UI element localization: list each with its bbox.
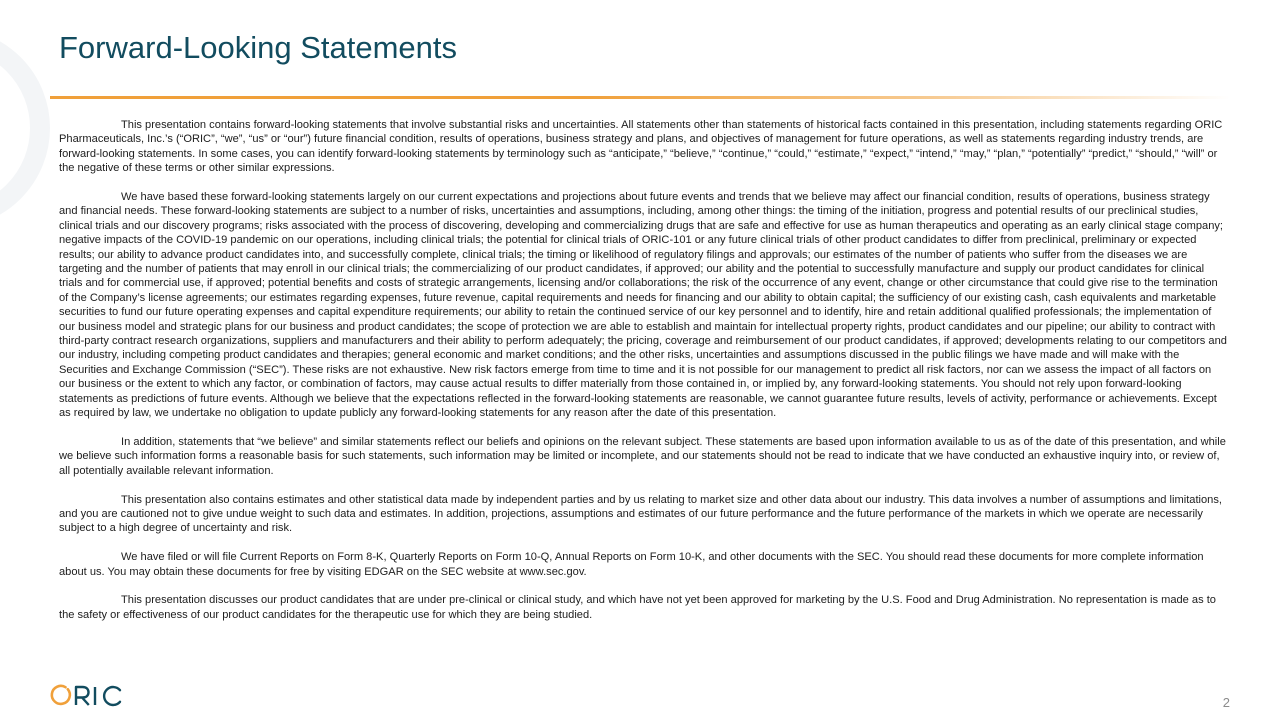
logo-letter-c [104, 687, 120, 705]
paragraph-risk-factors: We have based these forward-looking statements largely on our current expectations and projections about future events and trends that we believe may affect our financial condition, results of operations, business strategy and financial needs. These forward-looking statements are subject to a number of risks, uncertainties and assumptions, including, among other things: the timing of the initiation, progress and potential results of our preclinical studies, clinical trials and our discovery programs; risks associated with the process of discovering, developing and commercializing drugs that are safe and effective for use as human therapeutics and operating as an early clinical stage company; negative impacts of the COVID-19 pandemic on our operations, including clinical trials; the potential for clinical trials of ORIC-101 or any future clinical trials of other product candidates to differ from preclinical, preliminary or expected results; our ability to advance product candidates into, and successfully complete, clinical trials; the timing or likelihood of regulatory filings and approvals; our estimates of the number of patients who suffer from the diseases we are targeting and the number of patients that may enroll in our clinical trials; the commercializing of our product candidates, if approved; our ability and the potential to successfully manufacture and supply our product candidates for clinical trials and for commercial use, if approved; potential benefits and costs of strategic arrangements, licensing and/or collaborations; the risk of the occurrence of any event, change or other circumstance that could give rise to the termination of the Company’s license agreements; our estimates regarding expenses, future revenue, capital requirements and needs for financing and our ability to obtain capital; the sufficiency of our existing cash, cash equivalents and marketable securities to fund our future operating expenses and capital expenditure requirements; our ability to retain the continued service of our key personnel and to identify, hire and retain additional qualified professionals; the implementation of our business model and strategic plans for our business and product candidates; the scope of protection we are able to establish and maintain for intellectual property rights, product candidates and our pipeline; our ability to contract with third-party contract research organizations, suppliers and manufacturers and their ability to perform adequately; the pricing, coverage and reimbursement of our product candidates, if approved; developments relating to our competitors and our industry, including competing product candidates and therapies; general economic and market conditions; and the other risks, uncertainties and assumptions discussed in the public filings we have made and will make with the Securities and Exchange Commission (“SEC”). These risks are not exhaustive. New risk factors emerge from time to time and it is not possible for our management to predict all risk factors, nor can we assess the impact of all factors on our business or the extent to which any factor, or combination of factors, may cause actual results to differ materially from those contained in, or implied by, any forward-looking statements. You should not rely upon forward-looking statements as predictions of future events. Although we believe that the expectations reflected in the forward-looking statements are reasonable, we cannot guarantee future results, levels of activity, performance or achievements. Except as required by law, we undertake no obligation to update publicly any forward-looking statements for any reason after the date of this presentation. [59, 191, 1227, 420]
background-arc-decoration [0, 28, 50, 228]
page-number: 2 [1222, 695, 1230, 710]
paragraph-statistical-data: This presentation also contains estimates and other statistical data made by independent parties and by us relating to market size and other data about our industry. This data involves a number of assumptions and limitations, and you are cautioned not to give undue weight to such data and estimates. In addition, projections, assumptions and estimates of our future performance and the future performance of the markets in which we operate are necessarily subject to a high degree of uncertainty and risk. [59, 493, 1222, 535]
paragraph-forward-looking-intro: This presentation contains forward-looking statements that involve substantial risks and uncertainties. All statements other than statements of historical facts contained in this presentation, including statements regarding ORIC Pharmaceuticals, Inc.’s (“ORIC”, “we”, “us” or “our”) future financial condition, results of operations, business strategy and plans, and objectives of management for future operations, as well as statements regarding industry trends, are forward-looking statements. In some cases, you can identify forward-looking statements by terminology such as “anticipate,” “believe,” “continue,” “could,” “estimate,” “expect,” “intend,” “may,” “plan,” “potentially” “predict,” “should,” “will” or the negative of these terms or other similar expressions. [59, 119, 1223, 175]
paragraph-we-believe: In addition, statements that “we believe” and similar statements reflect our beliefs and opinions on the relevant subject. These statements are based upon information available to us as of the date of this presentation, and while we believe such information forms a reasonable basis for such statements, such information may be limited or incomplete, and our statements should not be read to indicate that we have conducted an exhaustive inquiry into, or review of, all potentially available relevant information. [59, 435, 1226, 477]
page-title: Forward-Looking Statements [59, 30, 458, 65]
logo-letter-r [76, 687, 89, 705]
oric-logo [48, 682, 128, 710]
disclaimer-body [59, 118, 1227, 637]
title-divider [50, 96, 1230, 99]
paragraph-sec-filings: We have filed or will file Current Reports on Form 8-K, Quarterly Reports on Form 10-Q, Annual Reports on Form 10-K, and other documents with the SEC. You should read these documents for more complete information about us. You may obtain these documents for free by visiting EDGAR on the SEC website at www.sec.gov. [59, 551, 1204, 578]
paragraph-product-candidates: This presentation discusses our product candidates that are under pre-clinical or clinical study, and which have not yet been approved for marketing by the U.S. Food and Drug Administration. No representation is made as to the safety or effectiveness of our product candidates for the therapeutic use for which they are being studied. [59, 594, 1216, 621]
logo-letter-o [52, 686, 70, 704]
